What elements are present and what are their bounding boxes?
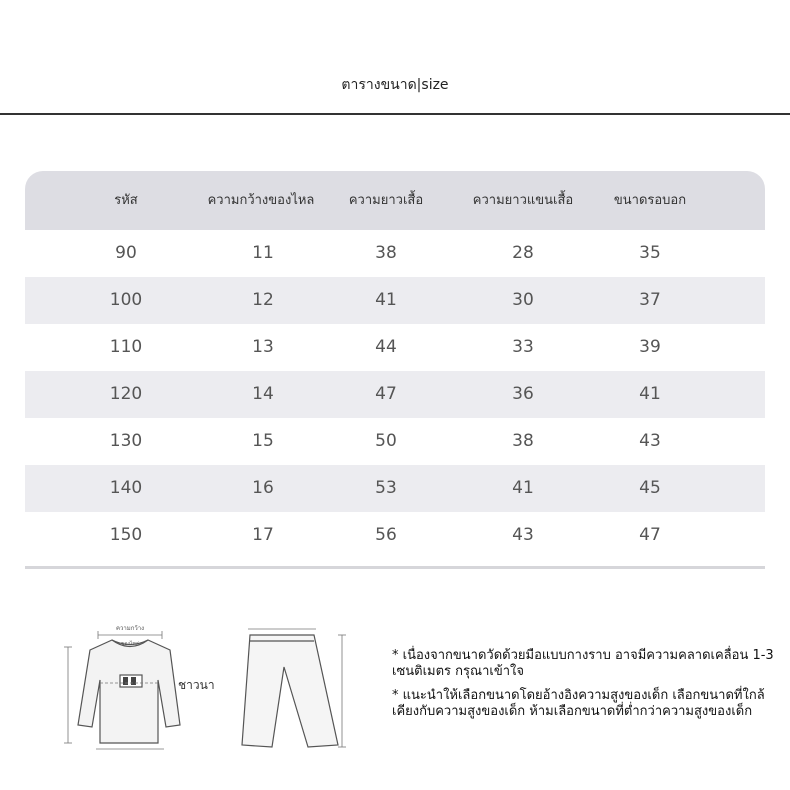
cell-sleeve-length: 41 — [512, 478, 534, 498]
cell-shirt-length: 38 — [375, 243, 397, 263]
cell-sleeve-length: 38 — [512, 431, 534, 451]
cell-sleeve-length: 30 — [512, 290, 534, 310]
cell-shoulder-width: 16 — [252, 478, 274, 498]
cell-sleeve-length: 28 — [512, 243, 534, 263]
cell-shirt-length: 47 — [375, 384, 397, 404]
table-row — [25, 230, 765, 277]
shirt-width-label: ความกว้าง — [115, 625, 145, 632]
cell-chest-size: 43 — [639, 431, 661, 451]
cell-sleeve-length: 36 — [512, 384, 534, 404]
cell-shirt-length: 41 — [375, 290, 397, 310]
cell-chest-size: 35 — [639, 243, 661, 263]
title-divider — [0, 113, 790, 115]
note-size-advice: * แนะนำให้เลือกขนาดโดยอ้างอิงความสูงของเด็ก เลือกขนาดที่ใกล้เคียงกับความสูงของเด็ก ห้ามเลือกขนาดที่ต่ำกว่าความสูงของเด็ก — [392, 688, 765, 719]
cell-chest-size: 47 — [639, 525, 661, 545]
cell-code: 130 — [109, 431, 143, 451]
header-shirt-length: ความยาวเสื้อ — [348, 192, 424, 208]
page-title: ตารางขนาด|size — [341, 77, 449, 93]
table-row — [25, 465, 765, 512]
table-row — [25, 512, 765, 559]
cell-code: 90 — [115, 243, 137, 263]
cell-shirt-length: 56 — [375, 525, 397, 545]
header-shoulder-width: ความกว้างของไหล — [207, 192, 315, 208]
cell-shoulder-width: 11 — [252, 243, 274, 263]
cell-chest-size: 37 — [639, 290, 661, 310]
table-row — [25, 324, 765, 371]
table-row — [25, 418, 765, 465]
cell-code: 150 — [109, 525, 143, 545]
header-sleeve-length: ความยาวแขนเสื้อ — [472, 192, 574, 208]
cell-chest-size: 45 — [639, 478, 661, 498]
table-bottom-line — [25, 566, 765, 569]
cell-code: 120 — [109, 384, 143, 404]
size-table — [25, 171, 765, 559]
cell-shoulder-width: 14 — [252, 384, 274, 404]
table-header — [25, 171, 765, 230]
note-measurement: * เนื่องจากขนาดวัดด้วยมือแบบกางราบ อาจมีความคลาดเคลื่อน 1-3 เซนติเมตร กรุณาเข้าใจ — [392, 648, 774, 679]
cell-code: 100 — [109, 290, 143, 310]
cell-sleeve-length: 43 — [512, 525, 534, 545]
cell-shoulder-width: 12 — [252, 290, 274, 310]
cell-shirt-length: 53 — [375, 478, 397, 498]
header-chest-size: ขนาดรอบอก — [613, 192, 687, 208]
notes — [392, 648, 784, 728]
table-row — [25, 371, 765, 418]
cell-shoulder-width: 15 — [252, 431, 274, 451]
header-code: รหัส — [114, 192, 138, 208]
cell-shirt-length: 44 — [375, 337, 397, 357]
shirt-width-sublabel: ของไหล่ — [121, 641, 139, 647]
cell-shoulder-width: 13 — [252, 337, 274, 357]
pants-label: ชาวนา — [178, 678, 215, 692]
cell-shoulder-width: 17 — [252, 525, 274, 545]
cell-chest-size: 39 — [639, 337, 661, 357]
table-row — [25, 277, 765, 324]
cell-code: 140 — [109, 478, 143, 498]
cell-chest-size: 41 — [639, 384, 661, 404]
cell-shirt-length: 50 — [375, 431, 397, 451]
cell-code: 110 — [109, 337, 143, 357]
cell-sleeve-length: 33 — [512, 337, 534, 357]
